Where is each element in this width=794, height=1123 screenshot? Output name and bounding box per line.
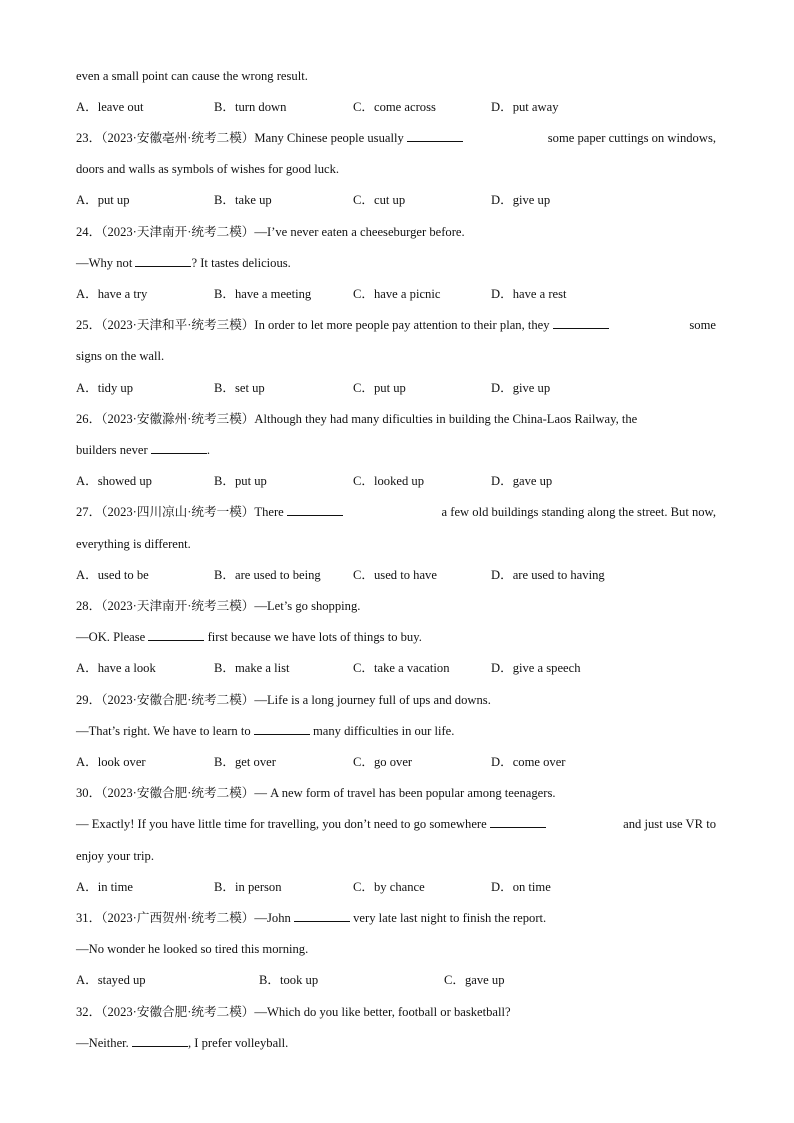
option-d: D．gave up (491, 474, 553, 488)
q30-line2 (76, 816, 716, 832)
q29-text-end: many difficulties in our life. (312, 724, 455, 738)
option-c: C．put up (353, 381, 406, 395)
option-d: D．are used to having (491, 568, 605, 582)
option-b: B．have a meeting (214, 287, 312, 301)
option-c: C．come across (353, 100, 436, 114)
question-29: 29．（2023·安徽合肥·统考二模）—Life is a long journey full of ups and downs. (76, 693, 491, 707)
option-c: C．go over (353, 755, 413, 769)
q30-text-end: and just use VR to (623, 817, 716, 831)
q26-text-end: . (206, 443, 211, 457)
question-27 (76, 504, 716, 520)
option-a: A．look over (76, 755, 146, 769)
q32-line2 (76, 1035, 288, 1051)
option-b: B．turn down (214, 100, 287, 114)
q23-text: 23．（2023·安徽亳州·统考二模）Many Chinese people usually (76, 131, 404, 145)
question-30: 30．（2023·安徽合肥·统考二模）— A new form of travel has been popular among teenagers. (76, 786, 556, 800)
option-b: B．set up (214, 381, 265, 395)
option-d: D．have a rest (491, 287, 567, 301)
question-24: 24．（2023·天津南开·统考二模）—I’ve never eaten a cheeseburger before. (76, 225, 465, 239)
option-c: C．used to have (353, 568, 437, 582)
option-b: B．take up (214, 193, 272, 207)
option-a: A．stayed up (76, 973, 146, 987)
q25-text: 25．（2023·天津和平·统考三模）In order to let more people pay attention to their plan, they (76, 318, 550, 332)
answer-blank (287, 504, 343, 516)
option-d: D．put away (491, 100, 559, 114)
q24-line2 (76, 255, 291, 271)
q25-line2: signs on the wall. (76, 349, 165, 363)
q27-line2: everything is different. (76, 537, 191, 551)
option-a: A．have a try (76, 287, 148, 301)
question-23 (76, 130, 716, 146)
q24-text: —Why not (76, 256, 133, 270)
q27-text-end: a few old buildings standing along the street. But now, (441, 505, 716, 519)
option-b: B．in person (214, 880, 282, 894)
option-c: C．cut up (353, 193, 406, 207)
answer-blank (148, 629, 204, 641)
answer-blank (151, 442, 207, 454)
option-a: A．showed up (76, 474, 152, 488)
q31-text-end: very late last night to finish the report. (353, 911, 547, 925)
q25-text-end: some (689, 318, 716, 332)
answer-blank (490, 816, 546, 828)
q23-line2: doors and walls as symbols of wishes for good luck. (76, 162, 340, 176)
option-b: B．are used to being (214, 568, 321, 582)
answer-blank (407, 130, 463, 142)
option-c: C．take a vacation (353, 661, 450, 675)
option-a: A．tidy up (76, 381, 134, 395)
option-a: A．have a look (76, 661, 156, 675)
option-c: C．by chance (353, 880, 425, 894)
option-b: B．took up (259, 973, 319, 987)
option-d: D．give a speech (491, 661, 581, 675)
q28-text-end: first because we have lots of things to buy. (207, 630, 422, 644)
option-c: C．looked up (353, 474, 425, 488)
q29-line2 (76, 723, 454, 739)
q32-text: —Neither. (76, 1036, 129, 1050)
q24-text-end: ? It tastes delicious. (191, 256, 291, 270)
option-d: D．give up (491, 193, 551, 207)
question-32: 32．（2023·安徽合肥·统考二模）—Which do you like better, football or basketball? (76, 1005, 511, 1019)
answer-blank (132, 1035, 188, 1047)
answer-blank (553, 317, 609, 329)
q26-text: builders never (76, 443, 148, 457)
question-31 (76, 910, 546, 926)
option-b: B．put up (214, 474, 267, 488)
option-a: A．used to be (76, 568, 149, 582)
option-d: D．on time (491, 880, 551, 894)
option-d: D．give up (491, 381, 551, 395)
q30-line3: enjoy your trip. (76, 849, 154, 863)
answer-blank (254, 723, 310, 735)
question-continuation: even a small point can cause the wrong result. (76, 69, 308, 83)
answer-blank (135, 255, 191, 267)
q28-text: —OK. Please (76, 630, 146, 644)
option-c: C．gave up (444, 973, 505, 987)
q30-text: — Exactly! If you have little time for travelling, you don’t need to go somewhere (76, 817, 487, 831)
question-25 (76, 317, 716, 333)
q26-line2 (76, 442, 210, 458)
question-26: 26．（2023·安徽滁州·统考三模）Although they had many dificulties in building the China-Laos Railway, the (76, 412, 638, 426)
option-a: A．put up (76, 193, 130, 207)
option-b: B．get over (214, 755, 276, 769)
q31-text: 31．（2023·广西贺州·统考二模）—John (76, 911, 291, 925)
option-a: A．leave out (76, 100, 144, 114)
q23-text-end: some paper cuttings on windows, (547, 131, 716, 145)
q27-text: 27．（2023·四川凉山·统考一模）There (76, 505, 284, 519)
option-d: D．come over (491, 755, 566, 769)
option-a: A．in time (76, 880, 134, 894)
answer-blank (294, 910, 350, 922)
q32-text-end: , I prefer volleyball. (187, 1036, 289, 1050)
question-28: 28．（2023·天津南开·统考三模）—Let’s go shopping. (76, 599, 361, 613)
option-b: B．make a list (214, 661, 290, 675)
q31-line2: —No wonder he looked so tired this morning. (76, 942, 309, 956)
q29-text: —That’s right. We have to learn to (76, 724, 251, 738)
option-c: C．have a picnic (353, 287, 441, 301)
q28-line2 (76, 629, 422, 645)
